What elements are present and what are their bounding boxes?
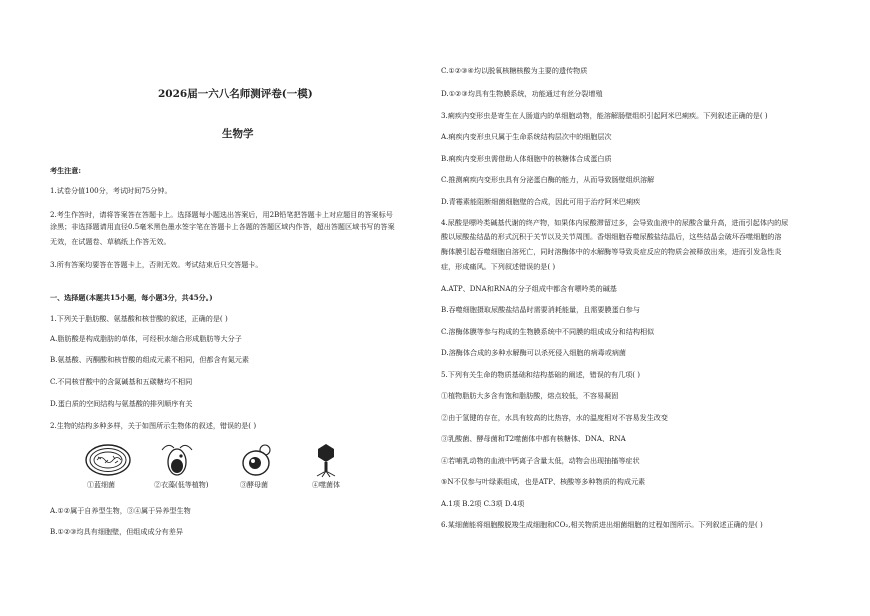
figure-item-cyanobacteria xyxy=(83,442,153,497)
figure-item-yeast xyxy=(238,442,308,497)
subject-title: 生物学 xyxy=(222,128,254,140)
option-b: B.①②③均具有细胞壁，但组成成分有差异 xyxy=(50,527,183,536)
question-stem-line: 症，形成痛风。下列叙述错误的是( ) xyxy=(441,262,556,271)
option-c: C.推测痢疾内变形虫具有分泌蛋白酶的能力，从而导致肠壁组织溶解 xyxy=(441,175,655,184)
figure-label: ④噬菌体 xyxy=(312,481,340,489)
question-stem: 3.痢疾内变形虫是寄生在人肠道内的单细胞动物，能溶解肠壁组织引起阿米巴痢疾。下列叙述正确的是( ) xyxy=(441,111,768,120)
option-a: A.痢疾内变形虫只属于生命系统结构层次中的细胞层次 xyxy=(441,132,612,141)
option-c: C.溶酶体膜等参与构成的生物膜系统中不同膜的组成成分和结构相似 xyxy=(441,327,655,336)
question-stem: 1.下列关于脂肪酸、氨基酸和核苷酸的叙述，正确的是( ) xyxy=(50,314,228,323)
answer-choices: A.1项 B.2项 C.3项 D.4项 xyxy=(441,499,525,508)
figure-item-phage xyxy=(306,442,376,497)
exam-title: 2026届一六八名师测评卷(一模) xyxy=(158,88,313,100)
notice-line: 涂黑；非选择题请用直径0.5毫米黑色墨水签字笔在答题卡上各题的答题区域内作答，超出答题区域书写的答案 xyxy=(50,222,395,231)
section-heading: 一、选择题(本题共15小题，每小题3分，共45分。) xyxy=(50,293,213,302)
option-a: A.①②属于自养型生物，③④属于异养型生物 xyxy=(50,506,191,515)
statement-item: ②由于氢键的存在，水具有较高的比热容，水的温度相对不容易发生改变 xyxy=(441,413,668,422)
option-b: B.痢疾内变形虫需借助人体细胞中的核糖体合成蛋白质 xyxy=(441,154,612,163)
statement-item: ④若哺乳动物的血液中钙离子含量太低，动物会出现抽搐等症状 xyxy=(441,456,640,465)
option-d: D.蛋白质的空间结构与氨基酸的排列顺序有关 xyxy=(50,399,193,408)
question-stem: 2.生物的结构多种多样，关于如图所示生物体的叙述，错误的是( ) xyxy=(50,421,257,430)
chlamydomonas-icon xyxy=(158,442,198,478)
yeast-icon xyxy=(238,442,278,478)
option-d: D.青霉素能阻断细菌细胞壁的合成，因此可用于治疗阿米巴痢疾 xyxy=(441,197,641,206)
option-a: A.脂肪酸是构成脂肪的单体，可经积水缩合形成脂肪等大分子 xyxy=(50,334,242,343)
option-d: D.溶酶体合成的多种水解酶可以杀死侵入细胞的病毒或病菌 xyxy=(441,348,627,357)
question-stem: 5.下列有关生命的物质基础和结构基础的阐述，错误的有几项( ) xyxy=(441,370,640,379)
organism-figure xyxy=(78,442,368,497)
figure-item-chlamydomonas xyxy=(154,442,228,497)
figure-label: ①蓝细菌 xyxy=(87,481,115,489)
notice-line: 无效，在试题卷、草稿纸上作答无效。 xyxy=(50,237,171,246)
figure-label: ③酵母菌 xyxy=(240,481,268,489)
notice-line: 3.所有答案均要答在答题卡上，否则无效。考试结束后只交答题卡。 xyxy=(50,260,263,269)
phage-icon xyxy=(306,442,346,478)
statement-item: ③乳酸菌、酵母菌和T2噬菌体中都有核糖体、DNA、RNA xyxy=(441,434,626,443)
option-b: B.吞噬细胞摄取尿酸盐结晶时需要消耗能量，且需要膜蛋白参与 xyxy=(441,305,640,314)
option-b: B.氨基酸、丙酮酸和核苷酸的组成元素不相同，但都含有氮元素 xyxy=(50,355,249,364)
notice-line: 1.试卷分值100分，考试时间75分钟。 xyxy=(50,186,172,195)
option-c: C.①②③④均以脱氧核糖核酸为主要的遗传物质 xyxy=(441,66,588,75)
notice-line: 2.考生作答时，请将答案答在答题卡上。选择题每小题选出答案后，用2B铅笔把答题卡上对应题目的答案标号 xyxy=(50,210,393,219)
option-a: A.ATP、DNA和RNA的分子组成中都含有嘌呤类的碱基 xyxy=(441,284,617,293)
option-c: C.不同核苷酸中的含氮碱基和五碳糖均不相同 xyxy=(50,377,193,386)
notice-heading: 考生注意: xyxy=(50,166,81,175)
cyanobacteria-icon xyxy=(83,442,133,478)
figure-label: ②衣藻(低等植物) xyxy=(154,481,209,489)
statement-item: ⑤N不仅参与叶绿素组成，也是ATP、核酸等多种物质的构成元素 xyxy=(441,477,646,486)
option-d: D.①②③均具有生物膜系统，功能通过有丝分裂增殖 xyxy=(441,89,603,98)
question-stem-line: 酸以尿酸盐结晶的形式沉积于关节以及关节周围。香烟细胞吞噬尿酸盐结晶后，这些结晶会破坏吞噬细胞的溶 xyxy=(441,232,782,241)
question-stem-line: 4.尿酸是嘌呤类碱基代谢的终产物，如果体内尿酸滞留过多，会导致血液中的尿酸含量升高，进而引起体内的尿 xyxy=(441,218,789,227)
question-stem: 6.某细菌能将细胞酸脱羧生成细胞和CO₂,相关物质进出细菌细胞的过程如图所示。下列叙述正确的是( ) xyxy=(441,520,763,529)
statement-item: ①植物脂肪大多含有饱和脂肪酸，熔点较低，不容易凝固 xyxy=(441,391,619,400)
question-stem-line: 酶体膜引起吞噬细胞自溶死亡，同时溶酶体中的水解酶等导致炎症反应的物质会被释放出来，进而引发急性炎 xyxy=(441,247,782,256)
